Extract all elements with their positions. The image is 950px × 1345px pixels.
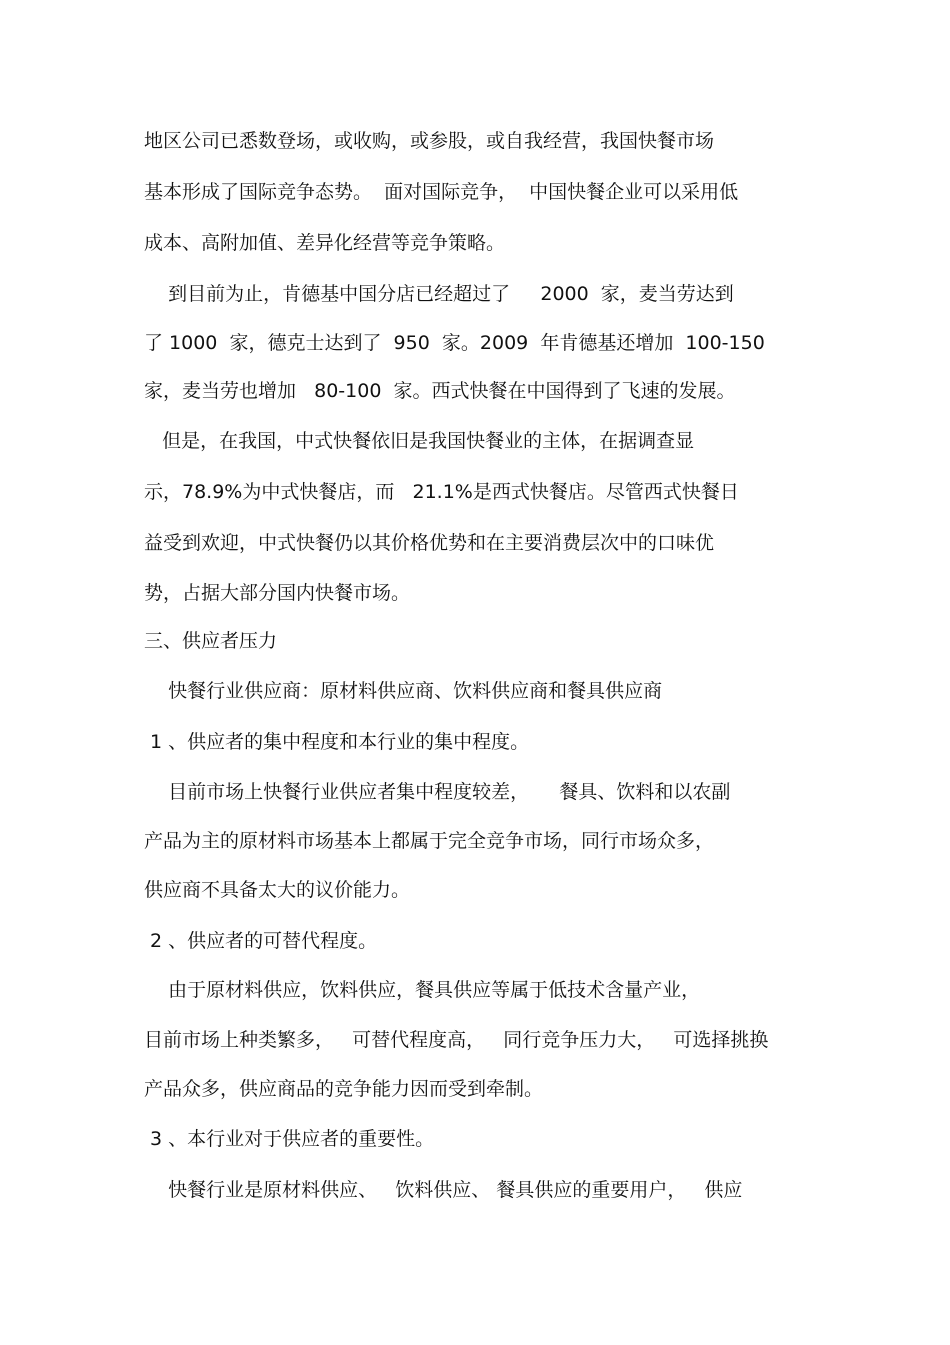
- text-line-12: 快餐行业供应商：原材料供应商、饮料供应商和餐具供应商: [144, 680, 663, 702]
- text-line-14: 目前市场上快餐行业供应者集中程度较差， 餐具、饮料和以农副: [144, 781, 731, 803]
- subheading-1: 1 、供应者的集中程度和本行业的集中程度。: [144, 731, 530, 753]
- text-line-4: 到目前为止，肯德基中国分店已经超过了 2000 家，麦当劳达到: [144, 283, 734, 305]
- text-line-9: 益受到欢迎，中式快餐仍以其价格优势和在主要消费层次中的口味优: [144, 532, 715, 554]
- text-line-7: 但是，在我国，中式快餐依旧是我国快餐业的主体，在据调查显: [144, 430, 695, 452]
- text-line-10: 势，占据大部分国内快餐市场。: [144, 582, 411, 604]
- text-line-19: 目前市场上种类繁多， 可替代程度高， 同行竞争压力大， 可选择挑换: [144, 1029, 769, 1051]
- text-line-20: 产品众多，供应商品的竞争能力因而受到牵制。: [144, 1078, 544, 1100]
- text-line-3: 成本、高附加值、差异化经营等竞争策略。: [144, 232, 506, 254]
- text-line-22: 快餐行业是原材料供应、 饮料供应、 餐具供应的重要用户， 供应: [144, 1179, 743, 1201]
- text-line-1: 地区公司已悉数登场，或收购，或参股，或自我经营，我国快餐市场: [144, 130, 715, 152]
- text-line-5: 了 1000 家，德克士达到了 950 家。2009 年肯德基还增加 100-150: [144, 332, 765, 354]
- subheading-2: 2 、供应者的可替代程度。: [144, 930, 378, 952]
- subheading-3: 3 、本行业对于供应者的重要性。: [144, 1128, 435, 1150]
- text-line-8: 示，78.9%为中式快餐店，而 21.1%是西式快餐店。尽管西式快餐日: [144, 481, 739, 503]
- text-line-2: 基本形成了国际竞争态势。 面对国际竞争， 中国快餐企业可以采用低: [144, 181, 739, 203]
- text-line-18: 由于原材料供应，饮料供应，餐具供应等属于低技术含量产业，: [144, 979, 701, 1001]
- text-line-6: 家，麦当劳也增加 80-100 家。西式快餐在中国得到了飞速的发展。: [144, 380, 736, 402]
- section-heading: 三、供应者压力: [144, 630, 278, 652]
- text-line-15: 产品为主的原材料市场基本上都属于完全竞争市场，同行市场众多，: [144, 830, 715, 852]
- text-line-16: 供应商不具备太大的议价能力。: [144, 879, 411, 901]
